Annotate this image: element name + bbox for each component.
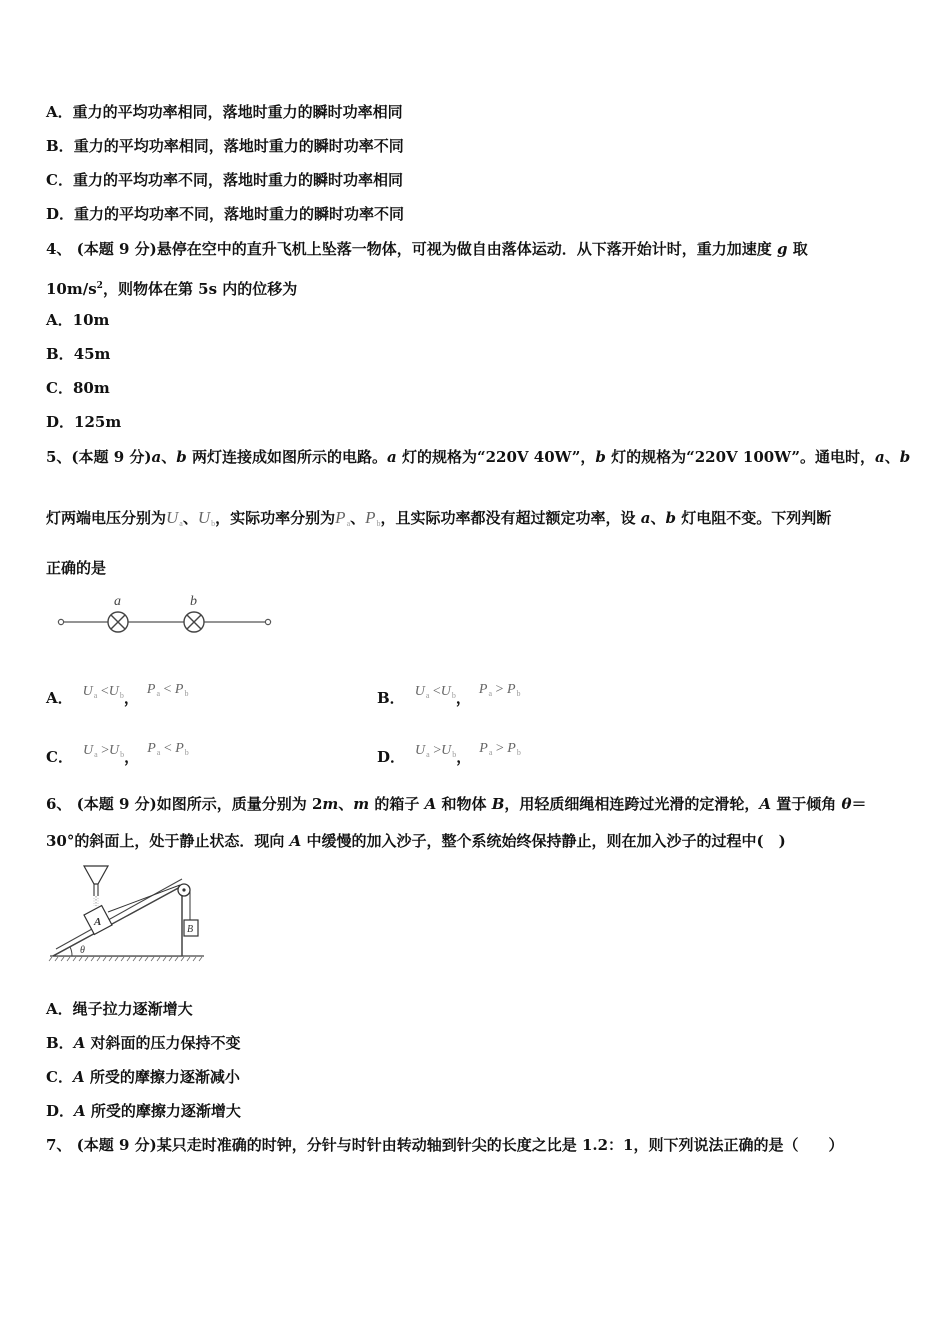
q7-stem: 7、 (本题 9 分)某只走时准确的时钟，分针与时针由转动轴到针尖的长度之比是 1.2：1，则下列说法正确的是（ ） [46,1136,844,1154]
q4-option-d: D．125m [46,413,122,431]
q5-stem-line1: 5、(本题 9 分)a、b 两灯连接成如图所示的电路。a 灯的规格为“220V 40W”，b 灯的规格为“220V 100W”。通电时，a、b [46,448,911,466]
box-b-label: B [187,924,194,935]
lamp-a-label: a [114,594,121,609]
q6-option-a: A．绳子拉力逐渐增大 [46,1000,193,1018]
q5-stem-line3: 正确的是 [46,559,107,577]
q3-option-a: A．重力的平均功率相同，落地时重力的瞬时功率相同 [46,103,403,121]
angle-theta-label: θ [80,945,85,956]
q5-option-c: C． $U_a >U_b$， $P_a < P_b$ [46,741,189,766]
lamp-b-icon [184,612,204,632]
q6-stem-line2: 30°的斜面上，处于静止状态．现向 A 中缓慢的加入沙子，整个系统始终保持静止，则在加入沙子的过程中( ) [46,832,786,850]
terminal-right [265,619,270,624]
q4-stem-line2: $10m/s^2$，则物体在第 5s 内的位移为 [46,280,298,298]
funnel-icon [84,866,108,906]
q6-incline-diagram [48,862,208,964]
q6-option-b: B．A 对斜面的压力保持不变 [46,1034,241,1052]
q4-option-c: C．80m [46,379,110,397]
q4-option-b: B．45m [46,345,111,363]
q3-option-b: B．重力的平均功率相同，落地时重力的瞬时功率不同 [46,137,404,155]
q6-option-c: C．A 所受的摩擦力逐渐减小 [46,1068,240,1086]
q6-option-d: D．A 所受的摩擦力逐渐增大 [46,1102,241,1120]
q6-stem-line1: 6、 (本题 9 分)如图所示，质量分别为 2m、m 的箱子 A 和物体 B，用轻质细绳相连跨过光滑的定滑轮，A 置于倾角 θ＝ [46,795,867,813]
box-a-label: A [94,916,102,928]
terminal-left [58,619,63,624]
q3-option-d: D．重力的平均功率不同，落地时重力的瞬时功率不同 [46,205,405,223]
q5-option-d: D． $U_a >U_b$， $P_a > P_b$ [377,741,521,766]
lamp-b-label: b [190,594,197,609]
q3-option-c: C．重力的平均功率不同，落地时重力的瞬时功率相同 [46,171,403,189]
q5-option-b: B． $U_a <U_b$， $P_a > P_b$ [377,682,521,707]
q4-option-a: A．10m [46,311,110,329]
q5-circuit-diagram [52,590,277,636]
q5-option-a: A． $U_a <U_b$， $P_a < P_b$ [46,682,189,707]
q5-stem-line2: 灯两端电压分别为Ua、Ub，实际功率分别为Pa、Pb，且实际功率都没有超过额定功率，设 a、b 灯电阻不变。下列判断 [46,508,832,528]
lamp-a-icon [108,612,128,632]
q4-stem-line1: 4、 (本题 9 分)悬停在空中的直升飞机上坠落一物体，可视为做自由落体运动．从下落开始计时，重力加速度 g 取 [46,240,808,258]
